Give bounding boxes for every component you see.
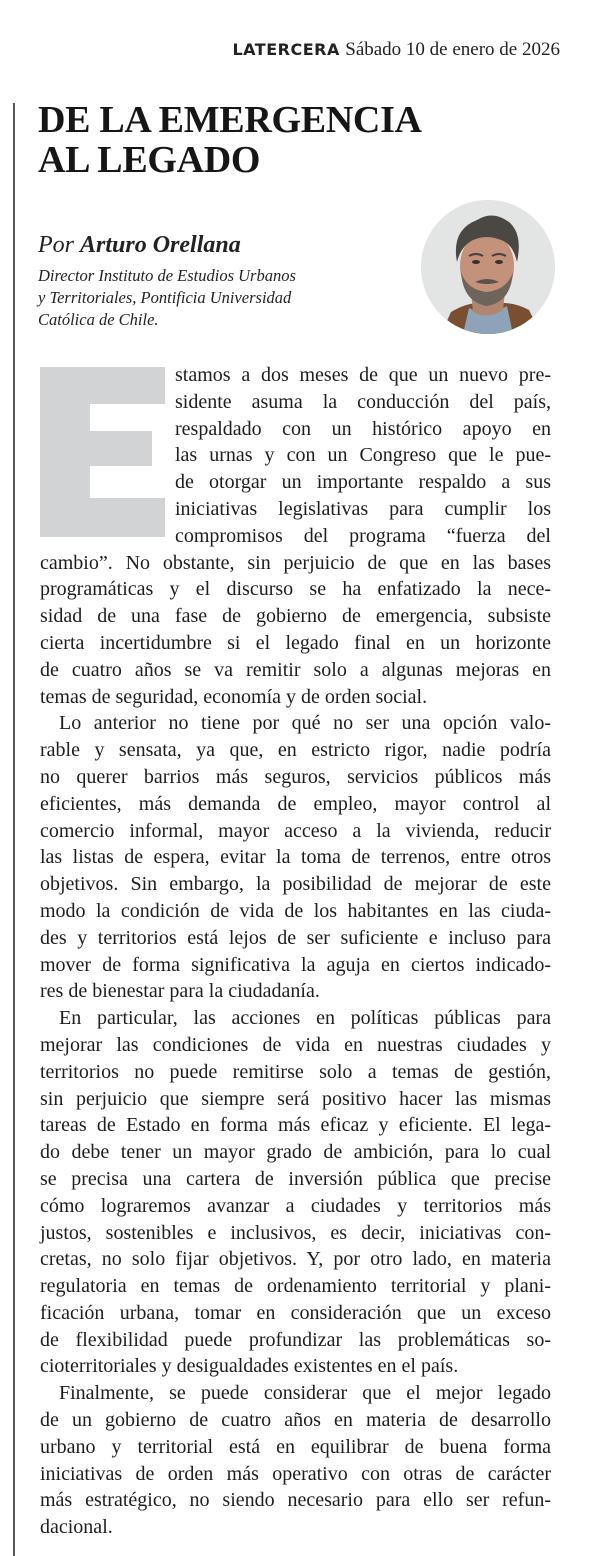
paragraph-line: programáticas y el discurso se ha enfatizado la nece- bbox=[40, 578, 551, 601]
author-role-line: Católica de Chile. bbox=[38, 310, 159, 329]
paragraph-line: cierta incertidumbre si el legado final en un horizonte bbox=[40, 631, 551, 654]
paragraph-line: de cuatro años se va remitir solo a algunas mejoras en bbox=[40, 658, 551, 681]
paragraph-line: sidente asuma la conducción del país, bbox=[175, 390, 551, 413]
paragraph-line: do debe tener un mayor grado de ambición, para lo cual bbox=[40, 1141, 551, 1164]
paragraph-line: respaldado con un histórico apoyo en bbox=[175, 417, 551, 440]
paragraph-line: comercio informal, mayor acceso a la vivienda, reducir bbox=[40, 819, 551, 842]
paragraph-line: des y territorios está lejos de ser suficiente e incluso para bbox=[40, 926, 551, 949]
paragraph-line: objetivos. Sin embargo, la posibilidad de mejorar de este bbox=[40, 873, 551, 896]
paragraph-line: Finalmente, se puede considerar que el mejor legado bbox=[59, 1382, 551, 1405]
paragraph-line: de un gobierno de cuatro años en materia de desarrollo bbox=[40, 1409, 551, 1432]
paragraph-line: cioterritoriales y desigualdades existentes en el país. bbox=[40, 1355, 459, 1378]
paragraph-line: dacional. bbox=[40, 1516, 113, 1539]
paragraph bbox=[40, 362, 551, 710]
paragraph-line: sidad de una fase de gobierno de emergencia, subsiste bbox=[40, 605, 551, 628]
issue-date: Sábado 10 de enero de 2026 bbox=[345, 39, 560, 60]
paragraph-line: iniciativas legislativas para cumplir los bbox=[175, 497, 551, 520]
page-header bbox=[232, 39, 560, 61]
paragraph-line: territorios no puede remitirse solo a temas de gestión, bbox=[40, 1060, 551, 1083]
paragraph-line: de otorgar un importante respaldo a sus bbox=[175, 471, 551, 494]
paragraph-line: las urnas y con un Congreso que le pue- bbox=[175, 444, 551, 467]
paragraph-line: mover de forma significativa la aguja en ciertos indicado- bbox=[40, 953, 551, 976]
paragraph-line: de flexibilidad puede profundizar las problemáticas so- bbox=[40, 1328, 551, 1351]
paragraph-line: En particular, las acciones en políticas públicas para bbox=[59, 1007, 551, 1030]
paragraph-line: cretas, no solo fijar objetivos. Y, por otro lado, en materia bbox=[40, 1248, 551, 1271]
paragraph-line: ficación urbana, tomar en consideración que un exceso bbox=[40, 1301, 551, 1324]
newspaper-logo: LATERCERA bbox=[232, 40, 340, 59]
paragraph-line: res de bienestar para la ciudadanía. bbox=[40, 980, 320, 1003]
paragraph bbox=[40, 1005, 551, 1380]
paragraph-line: rable y sensata, ya que, en estricto rigor, nadie podría bbox=[40, 739, 551, 762]
paragraph-line: cambio”. No obstante, sin perjuicio de que en las bases bbox=[40, 551, 551, 574]
paragraph-line: eficientes, más demanda de empleo, mayor control al bbox=[40, 792, 551, 815]
paragraph-line: no querer barrios más seguros, servicios públicos más bbox=[40, 765, 551, 788]
paragraph-line: regulatoria en temas de ordenamiento territorial y plani- bbox=[40, 1275, 551, 1298]
paragraph bbox=[40, 710, 551, 1005]
paragraph-line: mejorar las condiciones de vida en nuestras ciudades y bbox=[40, 1033, 551, 1056]
paragraph-line: justos, sostenibles e inclusivos, es decir, iniciativas con- bbox=[40, 1221, 551, 1244]
author-role-line: Director Instituto de Estudios Urbanos bbox=[38, 266, 296, 285]
paragraph-line: sin perjuicio que siempre será positivo hacer las mismas bbox=[40, 1087, 551, 1110]
headline-line: AL LEGADO bbox=[38, 139, 261, 181]
portrait-illustration bbox=[421, 200, 555, 334]
paragraph-line: Lo anterior no tiene por qué no ser una opción valo- bbox=[59, 712, 551, 735]
paragraph-line: urbano y territorial está en equilibrar de buena forma bbox=[40, 1435, 551, 1458]
paragraph-line: tareas de Estado en forma más eficaz y eficiente. El lega- bbox=[40, 1114, 551, 1137]
paragraph-line: iniciativas de orden más operativo con otras de carácter bbox=[40, 1462, 551, 1485]
paragraph bbox=[40, 1380, 551, 1541]
author-portrait-icon bbox=[421, 200, 555, 334]
author-name: Arturo Orellana bbox=[80, 232, 241, 258]
article-body bbox=[40, 362, 551, 1541]
headline-line: DE LA EMERGENCIA bbox=[38, 99, 422, 141]
paragraph-line: cómo lograremos avanzar a ciudades y territorios más bbox=[40, 1194, 551, 1217]
author-role-line: y Territoriales, Pontificia Universidad bbox=[38, 288, 292, 307]
column-rule bbox=[13, 103, 15, 1556]
paragraph-line: compromisos del programa “fuerza del bbox=[175, 524, 551, 547]
paragraph-line: temas de seguridad, economía y de orden social. bbox=[40, 685, 428, 708]
byline bbox=[38, 232, 241, 259]
paragraph-line: las listas de espera, evitar la toma de terrenos, entre otros bbox=[40, 846, 551, 869]
paragraph-line: se precisa una cartera de inversión pública que precise bbox=[40, 1167, 551, 1190]
paragraph-line: modo la condición de vida de los habitantes en las ciuda- bbox=[40, 899, 551, 922]
headline bbox=[38, 100, 422, 180]
paragraph-line: más estratégico, no siendo necesario para ello ser refun- bbox=[40, 1489, 551, 1512]
author-role bbox=[38, 265, 296, 331]
byline-prefix: Por bbox=[38, 232, 74, 258]
paragraph-line: stamos a dos meses de que un nuevo pre- bbox=[175, 364, 551, 386]
